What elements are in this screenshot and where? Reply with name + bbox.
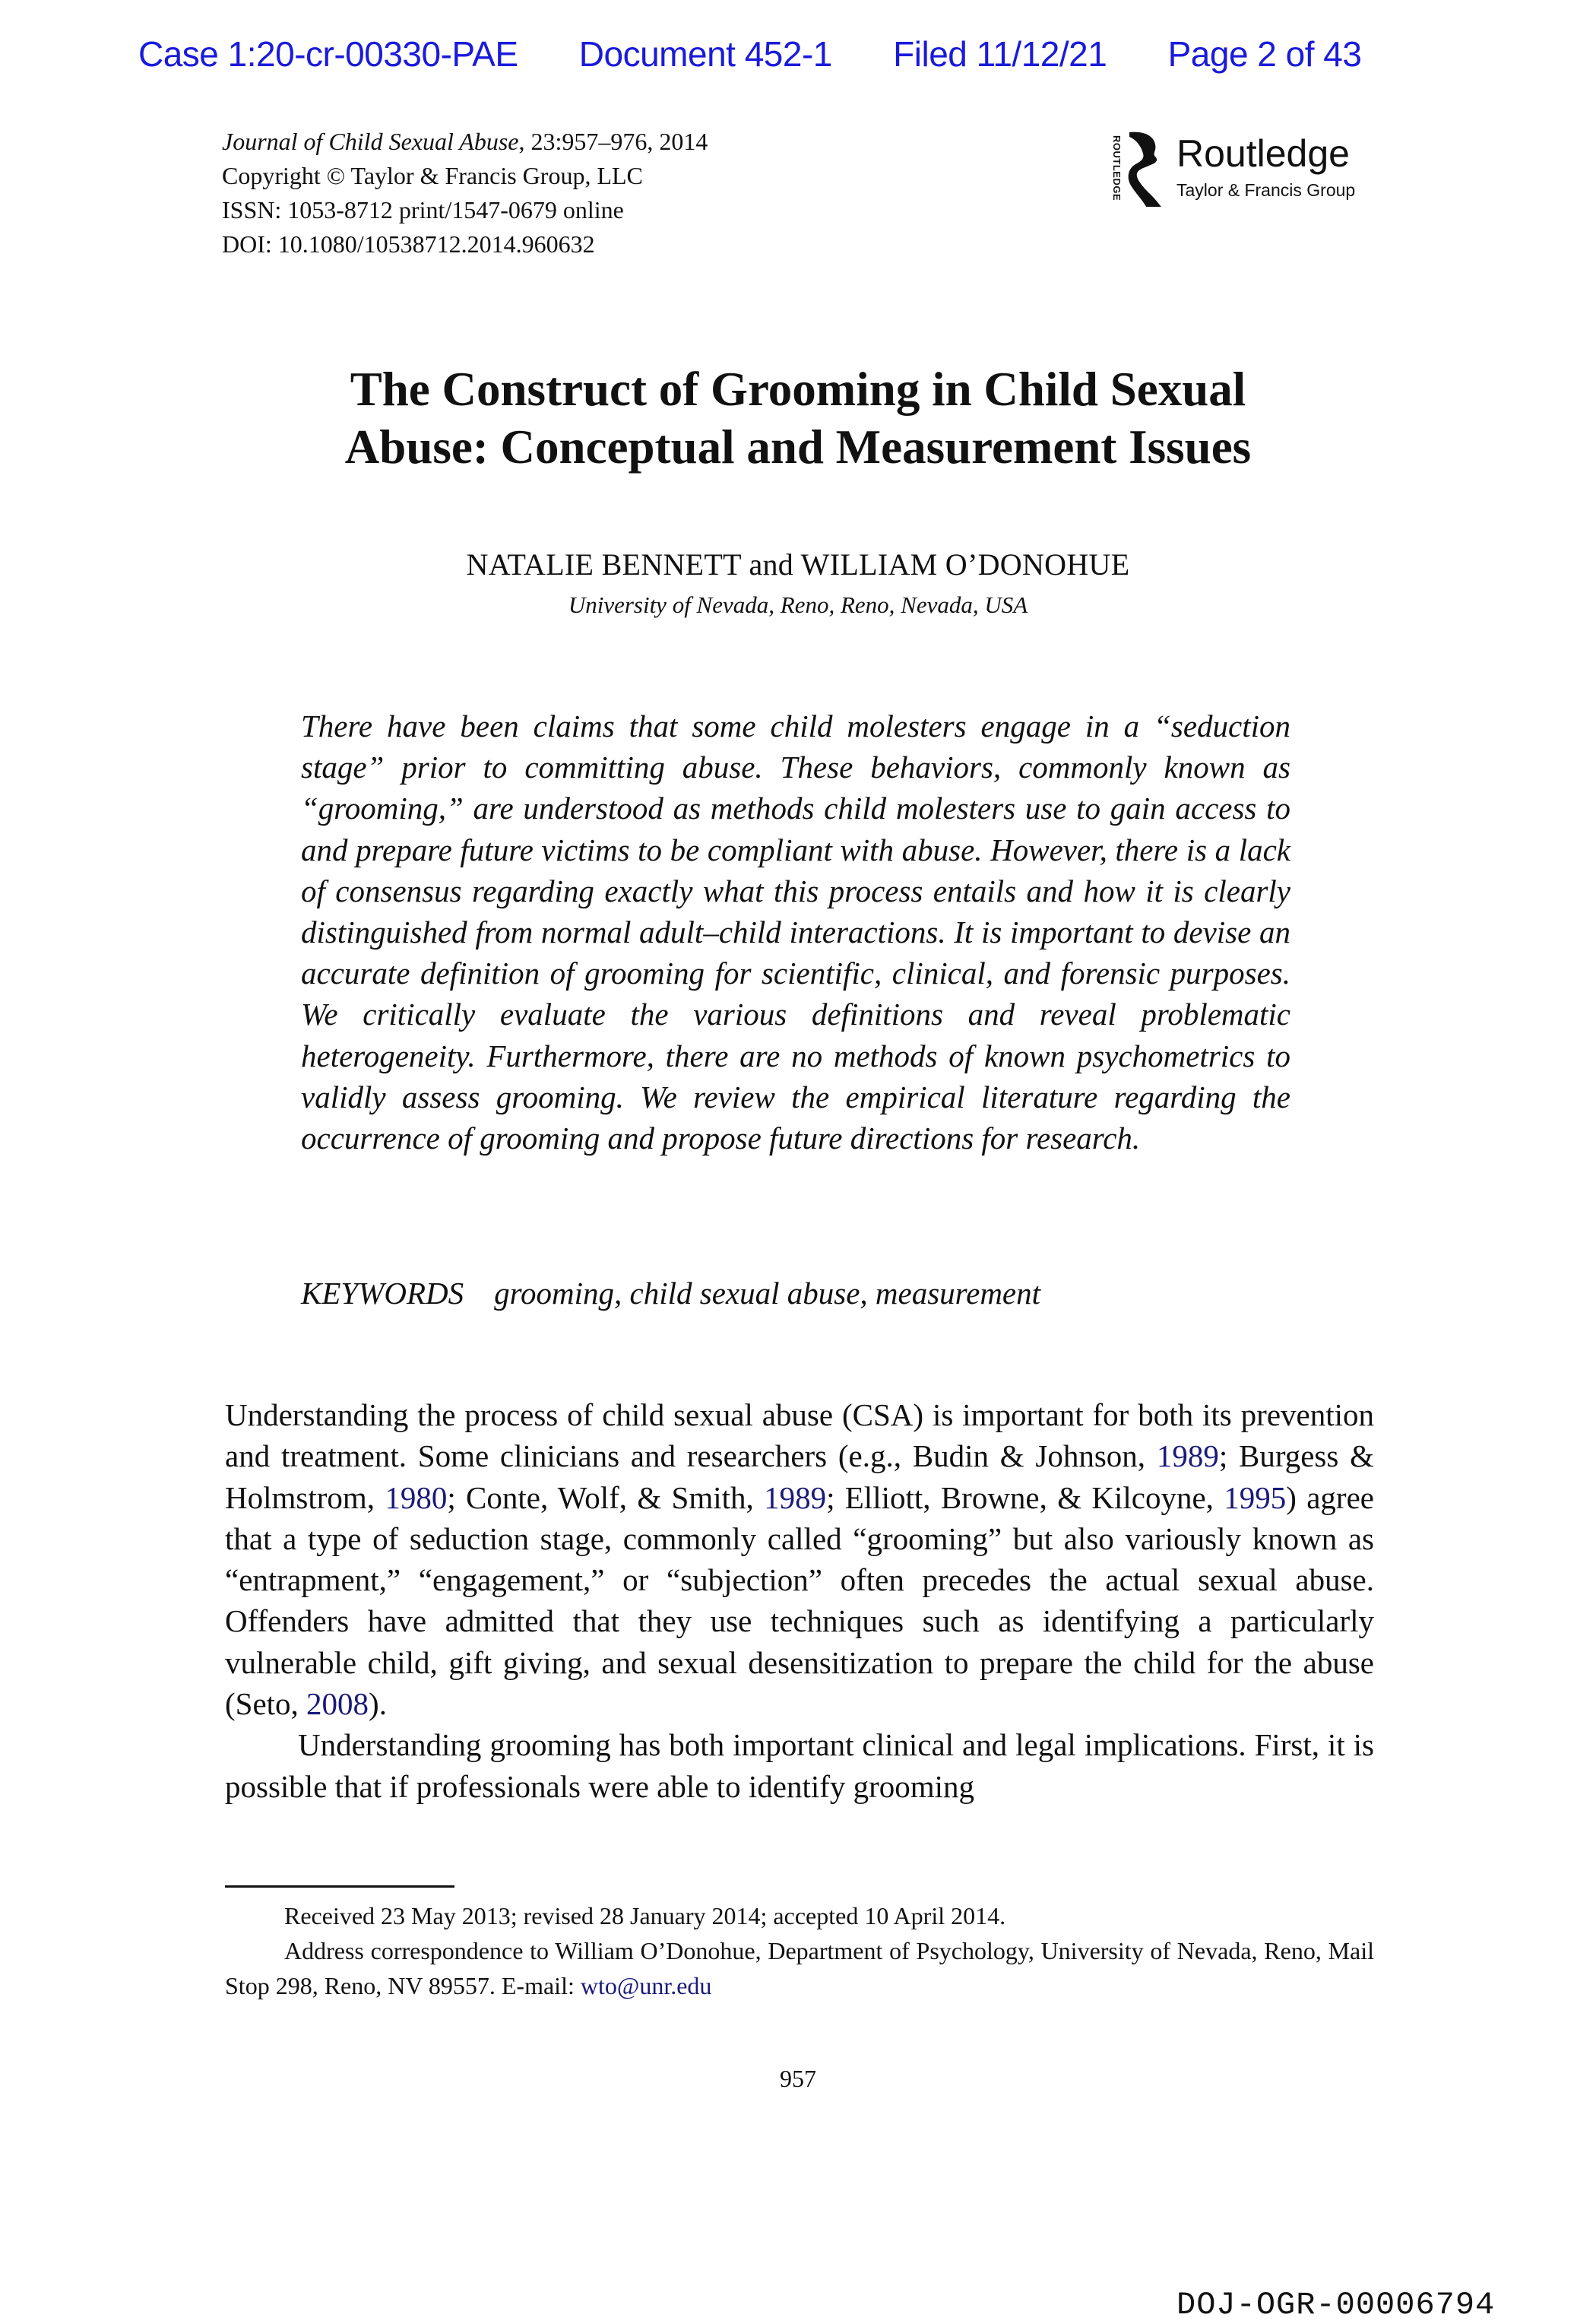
body-paragraph-2: Understanding grooming has both important clinical and legal implications. First, it is possible that if professionals were able to identify grooming [225,1727,1374,1804]
citation-link-burgess-holmstrom-1980[interactable]: 1980 [385,1479,448,1515]
title-line-1: The Construct of Grooming in Child Sexual [350,363,1246,416]
doi-line: DOI: 10.1080/10538712.2014.960632 [222,230,595,258]
document-number: Document 452-1 [578,34,832,74]
filed-date: Filed 11/12/21 [893,34,1107,74]
footnote-received-dates: Received 23 May 2013; revised 28 January 2014; accepted 10 April 2014. [284,1902,1006,1929]
volume-pages-year: , 23:957–976, 2014 [518,128,708,155]
authors: NATALIE BENNETT and WILLIAM O’DONOHUE [466,547,1130,582]
text-run: Understanding the process of child sexual abuse (CSA) is important for both its prevention and treatment. Some clinicians and researchers (e.g., Budin & Johnson, [225,1397,1374,1474]
article-title [152,360,1444,476]
footnote-correspondence [225,1933,1374,2003]
issn-line: ISSN: 1053-8712 print/1547-0679 online [222,196,624,224]
page-count: Page 2 of 43 [1167,34,1362,74]
text-run: ; Elliott, Browne, & Kilcoyne, [826,1479,1224,1515]
keywords-list: grooming, child sexual abuse, measurement [494,1276,1041,1311]
court-filing-stamp [138,33,1476,75]
text-run: ) agree that a type of seduction stage, commonly called “grooming” but also variously known as “entrapment,” “engagement,” or “subjection” often precedes the actual sexual abuse. Offenders have admitted that they use techniques such as identifying a particularly vulnerable child, gift giving, and sexual desensitization to prepare the child for the abuse (Seto, [225,1479,1374,1722]
citation-link-conte-1989[interactable]: 1989 [764,1479,827,1515]
case-number: Case 1:20-cr-00330-PAE [138,34,518,74]
copyright-line: Copyright © Taylor & Francis Group, LLC [222,162,643,189]
title-line-2: Abuse: Conceptual and Measurement Issues [344,420,1252,474]
keywords [301,1273,1290,1314]
abstract: There have been claims that some child molesters engage in a “seduction stage” prior to committing abuse. These behaviors, commonly known as “grooming,” are understood as methods child molesters use to gain access to and prepare future victims to be compliant with abuse. However, there is a lack of consensus regarding exactly what this process entails and how it is clearly distinguished from normal adult–child interactions. It is important to devise an accurate definition of grooming for scientific, clinical, and forensic purposes. We critically evaluate the various definitions and reveal problematic heterogeneity. Furthermore, there are no methods of known psychometrics to validly assess grooming. We review the empirical literature regarding the occurrence of grooming and propose future directions for research. [301,709,1290,1156]
logo-subtitle: Taylor & Francis Group [1176,180,1356,200]
citation-link-elliott-1995[interactable]: 1995 [1224,1479,1287,1515]
journal-citation [222,125,708,159]
keywords-label: KEYWORDS [301,1276,464,1311]
citation-link-seto-2008[interactable]: 2008 [306,1686,369,1722]
journal-name: Journal of Child Sexual Abuse [222,128,519,155]
citation-link-budin-johnson-1989[interactable]: 1989 [1156,1438,1219,1474]
routledge-logo [1107,129,1380,213]
text-run: ). [369,1686,387,1722]
text-run: ; Conte, Wolf, & Smith, [447,1479,765,1515]
email-link[interactable]: wto@unr.edu [580,1972,712,1999]
affiliation: University of Nevada, Reno, Reno, Nevada, USA [568,591,1028,618]
journal-metadata [222,125,708,262]
footnote-divider [225,1885,454,1888]
page-number: 957 [780,2065,816,2092]
routledge-r-profile-icon [1126,131,1172,208]
bates-number: DOJ-OGR-00006794 [1176,2287,1496,2323]
correspondence-address: Address correspondence to William O’Donohue, Department of Psychology, University of Nevada, Reno, Mail Stop 298, Reno, NV 89557. E-mail: [225,1937,1374,1999]
body-paragraph-1 [225,1394,1374,1724]
body-text [225,1394,1374,1807]
logo-vertical-text: ROUTLEDGE [1111,135,1123,201]
text-run: ; Burgess & Holmstrom, [225,1438,1374,1515]
footnotes [225,1898,1374,2003]
logo-brand-name: Routledge [1176,132,1350,175]
